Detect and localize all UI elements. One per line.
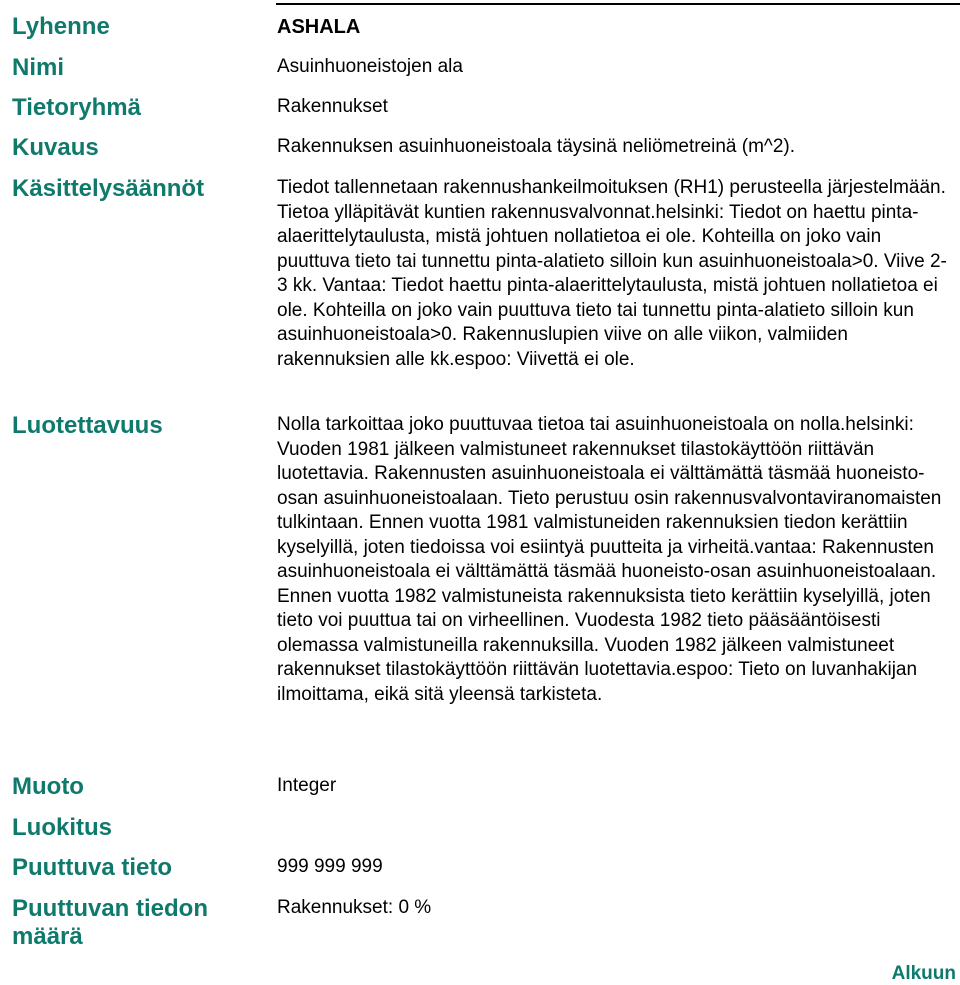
field-label-nimi: Nimi <box>12 54 65 81</box>
field-value-lyhenne: ASHALA <box>277 16 361 38</box>
field-value-kasittelysaannot: Tiedot tallennetaan rakennushankeilmoituksen (RH1) perusteella järjestelmään. Tietoa ylläpitävät kuntien rakennusvalvonnat.helsinki: Tiedot on haettu pinta-alaerittelytaulusta, mistä johtuen nollatietoa ei ole. Kohteilla on joko vain puuttuva tieto tai tunnettu pinta-alatieto silloin kun asuinhuoneistoala>0. Viive 2-3 kk. Vantaa: Tiedot haettu pinta-alaerittelytaulusta, mistä johtuen nollatietoa ei ole. Kohteilla on joko vain puuttuva tieto tai tunnettu pinta-alatieto silloin kun asuinhuoneistoala>0. Rakennuslupien viive on alle viikon, valmiiden rakennuksien alle kk.espoo: Viivettä ei ole. <box>277 177 947 370</box>
field-label-luotettavuus: Luotettavuus <box>12 412 163 439</box>
field-value-puuttuva-tieto: 999 999 999 <box>277 856 383 877</box>
field-value-nimi: Asuinhuoneistojen ala <box>277 56 463 77</box>
field-label-puuttuvan-tiedon-maara: Puuttuvan tiedon määrä <box>12 895 208 950</box>
field-label-luokitus: Luokitus <box>12 814 112 841</box>
top-rule <box>276 3 960 5</box>
field-value-luotettavuus: Nolla tarkoittaa joko puuttuvaa tietoa tai asuinhuoneistoala on nolla.helsinki: Vuoden 1981 jälkeen valmistuneet rakennukset tilastokäyttöön riittävän luotettavia. Rakennusten asuinhuoneistoala ei välttämättä täsmää huoneisto-osan asuinhuoneistoalaan. Tieto perustuu osin rakennusvalvontaviranomaisten tulkintaan. Ennen vuotta 1981 valmistuneiden rakennuksien tiedon kerättiin kyselyillä, joten tiedoissa voi esiintyä puutteita ja virheitä.vantaa: Rakennusten asuinhuoneistoala ei välttämättä täsmää huoneisto-osan asuinhuoneistoalaan. Ennen vuotta 1982 valmistuneista rakennuksista tieto kerättiin kyselyillä, joten tieto voi puuttua tai on virheellinen. Vuodesta 1982 tieto pääsääntöisesti olemassa valmistuneilla rakennuksilla. Vuoden 1982 jälkeen valmistuneet rakennukset tilastokäyttöön riittävän luotettavia.espoo: Tieto on luvanhakijan ilmoittama, eikä sitä yleensä tarkisteta. <box>277 414 942 705</box>
back-to-top-link[interactable]: Alkuun <box>891 963 956 984</box>
field-value-tietoryhma: Rakennukset <box>277 96 388 117</box>
field-label-lyhenne: Lyhenne <box>12 13 110 40</box>
field-label-tietoryhma: Tietoryhmä <box>12 94 141 121</box>
field-value-kuvaus: Rakennuksen asuinhuoneistoala täysinä neliömetreinä (m^2). <box>277 136 795 157</box>
field-value-puuttuvan-tiedon-maara: Rakennukset: 0 % <box>277 897 432 918</box>
field-label-kuvaus: Kuvaus <box>12 134 99 161</box>
field-label-kasittelysaannot: Käsittelysäännöt <box>12 175 205 202</box>
field-value-muoto: Integer <box>277 775 337 796</box>
field-label-muoto: Muoto <box>12 773 84 800</box>
field-label-puuttuva-tieto: Puuttuva tieto <box>12 854 172 881</box>
